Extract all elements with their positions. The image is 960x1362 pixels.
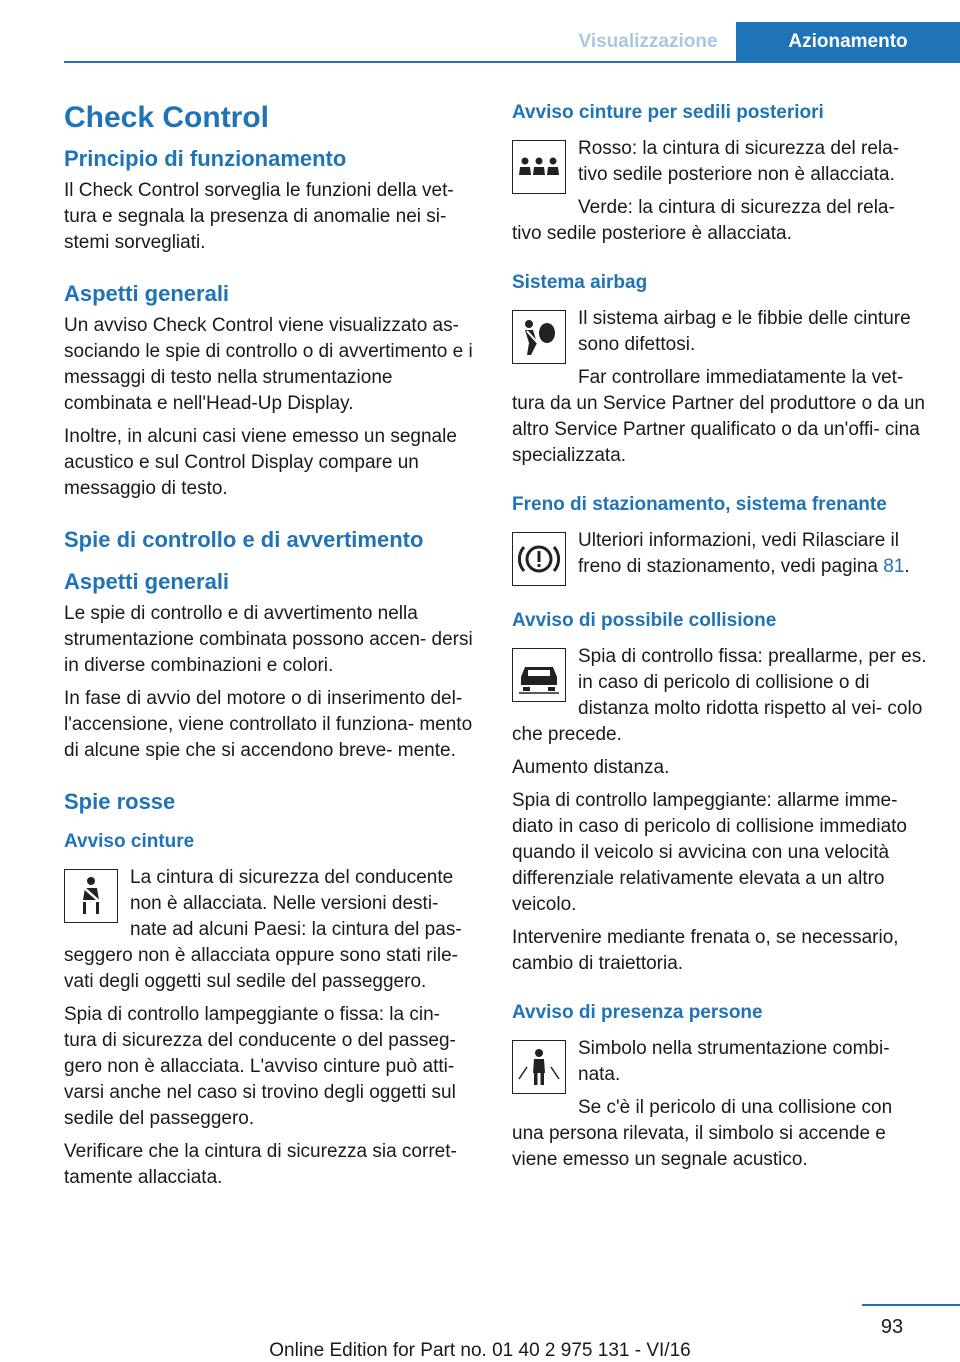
spie-aspetti-heading: Aspetti generali <box>64 569 230 594</box>
collisione-text-3: Spia di controllo lampeggiante: allarme imme- diato in caso di pericolo di collisione immediato quando il veicolo si avvicina con una velocità differenziale relativamente elevata a un altro veicolo. <box>512 790 907 915</box>
footer-rule <box>862 1304 960 1306</box>
spie-text-1: Le spie di controllo e di avvertimento nella strumentazione combinata possono accen- dersi in diverse combinazioni e colori. <box>64 603 473 676</box>
cinture-text-1: La cintura di sicurezza del conducente non è allacciata. Nelle versioni desti- nate ad alcuni Paesi: la cintura del pas- seggero non è allacciata oppure sono stati rile- vati degli oggetti sul sedile del passeggero. <box>64 867 462 992</box>
persone-entry <box>512 1036 928 1180</box>
airbag-entry <box>512 306 928 476</box>
aspetti-heading: Aspetti generali <box>64 281 230 306</box>
tab-visualizzazione[interactable]: Visualizzazione <box>578 31 718 52</box>
brake-warning-icon <box>512 532 566 586</box>
aspetti-text-1: Un avviso Check Control viene visualizzato as- sociando le spie di controllo o di avvertimento e i messaggi di testo nella strumentazione combinata e nell'Head-Up Display. <box>64 315 473 414</box>
cinture-text-3: Verificare che la cintura di sicurezza sia corret- tamente allacciata. <box>64 1141 457 1188</box>
collisione-entry <box>512 644 928 755</box>
right-column <box>512 100 928 1180</box>
edition-footer: Online Edition for Part no. 01 40 2 975 131 - VI/16 <box>269 1340 691 1361</box>
freno-heading: Freno di stazionamento, sistema frenante <box>512 494 887 515</box>
airbag-text-1: Il sistema airbag e le fibbie delle cinture sono difettosi. <box>578 308 911 355</box>
persone-text-1: Simbolo nella strumentazione combi- nata. <box>578 1038 890 1085</box>
principio-text: Il Check Control sorveglia le funzioni della vet- tura e segnala la presenza di anomalie nei si- stemi sorvegliati. <box>64 180 454 253</box>
rear-seatbelt-icon <box>512 140 566 194</box>
cinture-text-2: Spia di controllo lampeggiante o fissa: la cin- tura di sicurezza del conducente o del passeg- gero non è allacciata. L'avviso cinture può atti- varsi anche nel caso si trovino degli oggetti sul sedile del passeggero. <box>64 1004 456 1129</box>
collisione-text-1: Spia di controllo fissa: preallarme, per es. in caso di pericolo di collisione o di distanza molto ridotta rispetto al vei- colo che precede. <box>512 646 927 745</box>
collision-warning-icon <box>512 648 566 702</box>
avviso-cinture-heading: Avviso cinture <box>64 831 195 852</box>
principio-heading: Principio di funzionamento <box>64 146 347 171</box>
airbag-text-2: Far controllare immediatamente la vet- tura da un Service Partner del produttore o da un altro Service Partner qualificato o da un'offi- cina specializzata. <box>512 367 925 466</box>
seatbelt-icon <box>64 869 118 923</box>
collisione-text-4: Intervenire mediante frenata o, se necessario, cambio di traiettoria. <box>512 927 899 974</box>
persone-text-2: Se c'è il pericolo di una collisione con una persona rilevata, il simbolo si accende e viene emesso un segnale acustico. <box>512 1097 893 1170</box>
avviso-cinture-entry <box>64 865 476 1002</box>
freno-text: Ulteriori informazioni, vedi Rilasciare il freno di stazionamento, vedi pagina 81. <box>578 530 910 577</box>
aspetti-text-2: Inoltre, in alcuni casi viene emesso un segnale acustico e sul Control Display compare un messaggio di testo. <box>64 426 457 499</box>
spie-heading: Spie di controllo e di avvertimento <box>64 527 424 552</box>
page-title: Check Control <box>64 101 270 134</box>
collisione-heading: Avviso di possibile collisione <box>512 610 777 631</box>
persone-heading: Avviso di presenza persone <box>512 1002 763 1023</box>
posteriori-entry <box>512 136 928 254</box>
spie-rosse-heading: Spie rosse <box>64 789 176 814</box>
left-column <box>64 98 476 1198</box>
airbag-heading: Sistema airbag <box>512 272 648 293</box>
pedestrian-warning-icon <box>512 1040 566 1094</box>
airbag-icon <box>512 310 566 364</box>
page-number: 93 <box>880 1316 904 1338</box>
spie-text-2: In fase di avvio del motore o di inserimento del- l'accensione, viene controllato il funziona- mento di alcune spie che si accendono breve- mente. <box>64 688 473 761</box>
posteriori-heading: Avviso cinture per sedili posteriori <box>512 102 824 123</box>
tab-azionamento[interactable]: Azionamento <box>736 22 960 62</box>
page-link-81[interactable]: 81 <box>883 556 905 577</box>
collisione-text-2: Aumento distanza. <box>512 757 670 778</box>
posteriori-text-2: Verde: la cintura di sicurezza del rela- tivo sedile posteriore è allacciata. <box>512 197 895 244</box>
freno-entry <box>512 528 928 592</box>
posteriori-text-1: Rosso: la cintura di sicurezza del rela- tivo sedile posteriore non è allacciata. <box>578 138 900 185</box>
